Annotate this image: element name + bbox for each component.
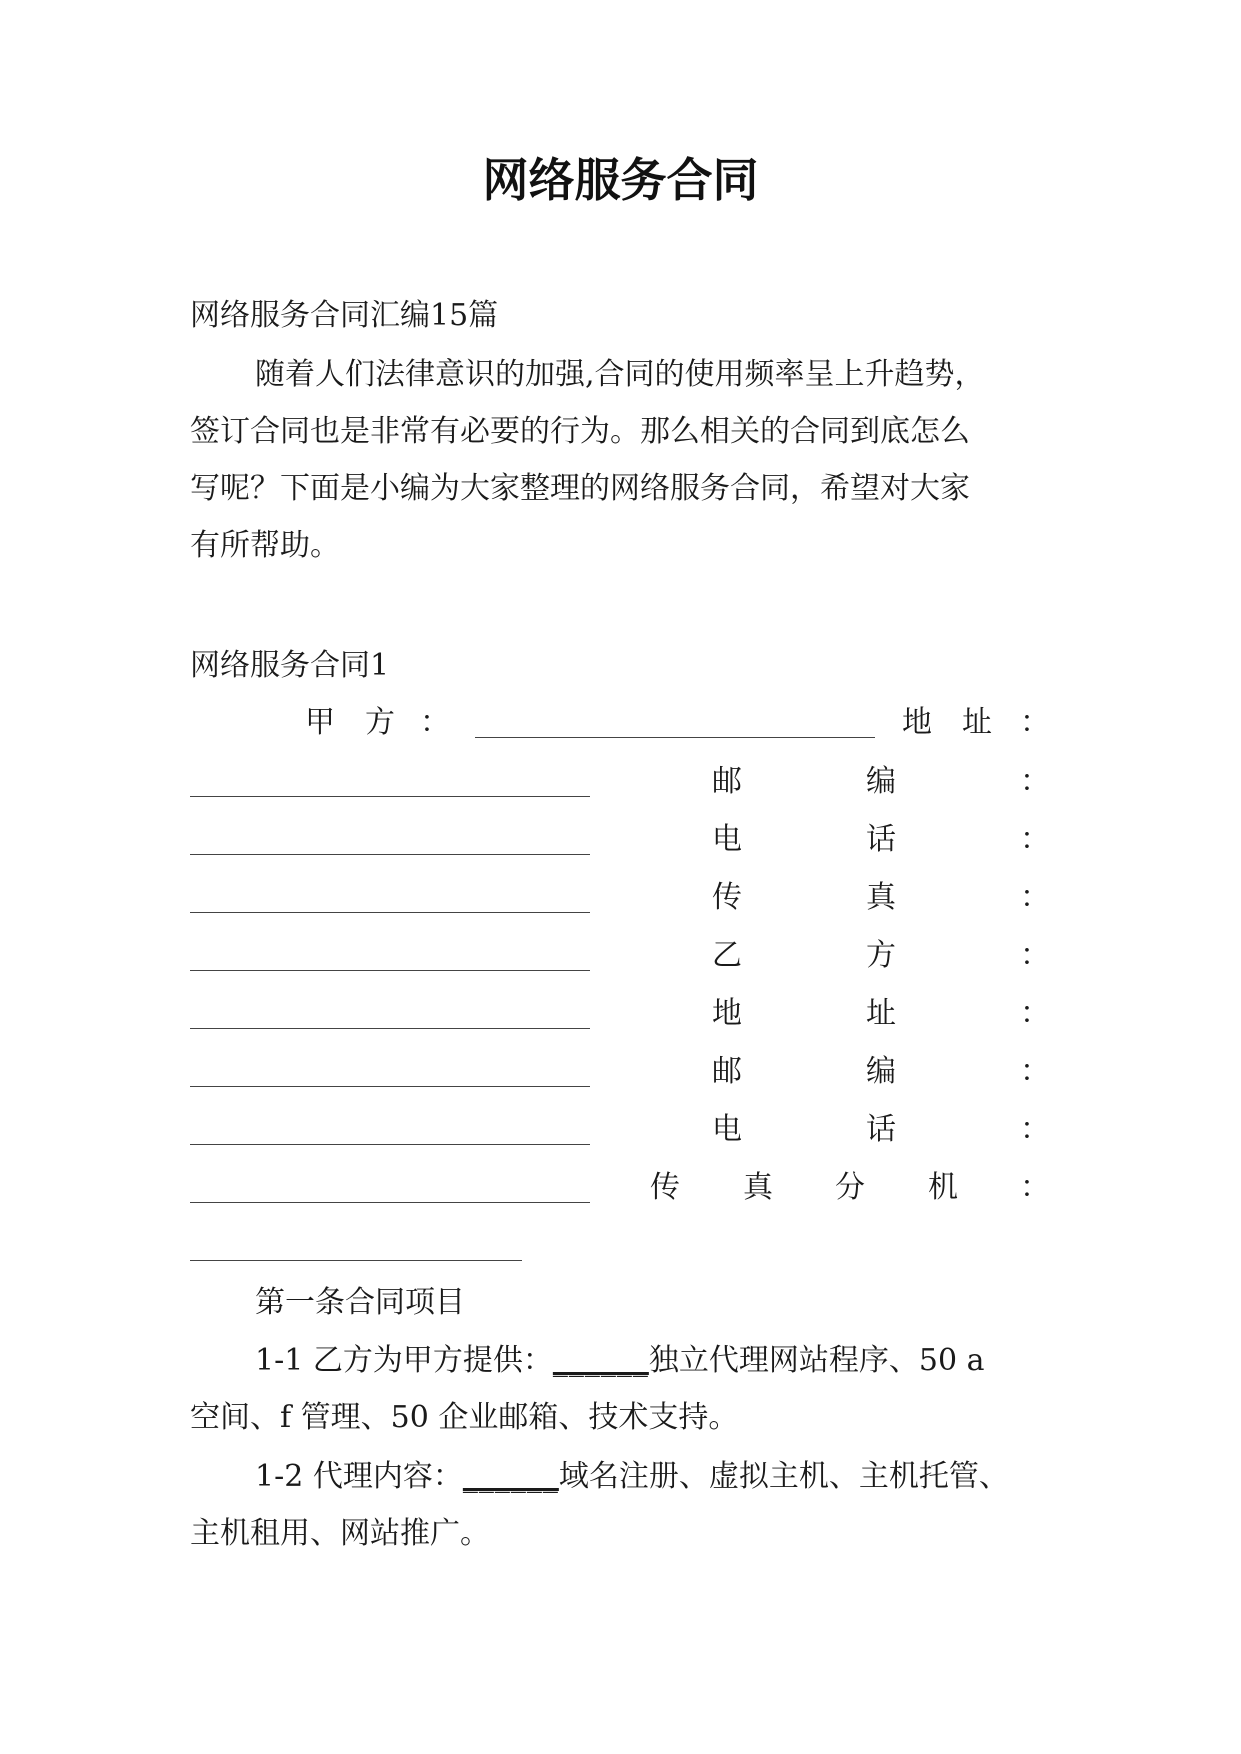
clause-1-2-line-2: 主机租用、网站推广。 [190,1516,490,1551]
field-blank[interactable] [190,820,590,855]
party-a-row [190,703,1050,743]
field-row [190,1110,1050,1150]
address-char-2: 址 [962,705,992,740]
field-blank[interactable] [190,762,590,797]
fax-char-3: 分 [835,1170,865,1205]
field-row [190,762,1050,802]
field-char-1: 邮 [712,1054,742,1089]
field-blank[interactable] [190,878,590,913]
party-a-char-1: 甲 [305,705,335,740]
address-colon: ： [1020,705,1050,740]
field-char-2: 话 [866,822,896,857]
intro-line-2: 签订合同也是非常有必要的行为。那么相关的合同到底怎么 [190,414,970,449]
fax-ext-blank[interactable] [190,1226,522,1261]
field-colon: ： [1020,996,1050,1031]
field-char-2: 址 [866,996,896,1031]
field-char-1: 传 [712,880,742,915]
intro-line-4: 有所帮助。 [190,528,340,563]
clause-1-1-suffix: 独立代理网站程序、50 a [648,1343,985,1378]
subtitle: 网络服务合同汇编15篇 [190,298,499,333]
field-blank[interactable] [190,1110,590,1145]
fax-colon: ： [1020,1170,1050,1205]
field-colon: ： [1020,1054,1050,1089]
field-colon: ： [1020,880,1050,915]
field-char-1: 电 [712,822,742,857]
clause-1-2-blank[interactable]: ______ [462,1459,559,1494]
fax-char-4: 机 [928,1170,958,1205]
section-title: 网络服务合同1 [190,648,390,683]
field-blank[interactable] [190,1052,590,1087]
clause-1-1-blank[interactable]: ______ [552,1343,649,1378]
field-char-2: 编 [866,764,896,799]
fax-char-1: 传 [650,1170,680,1205]
field-colon: ： [1020,764,1050,799]
field-char-2: 编 [866,1054,896,1089]
party-a-blank[interactable] [475,703,875,738]
field-colon: ： [1020,938,1050,973]
field-char-1: 地 [712,996,742,1031]
field-colon: ： [1020,822,1050,857]
address-char-1: 地 [902,705,932,740]
intro-line-3: 写呢？下面是小编为大家整理的网络服务合同，希望对大家 [190,471,970,506]
field-char-1: 乙 [712,938,742,973]
clause-1-2-suffix: 域名注册、虚拟主机、主机托管、 [558,1459,1009,1494]
clause-1-1-line-2: 空间、f 管理、50 企业邮箱、技术支持。 [190,1400,739,1435]
field-char-1: 电 [712,1112,742,1147]
fax-ext-row [190,1168,1050,1208]
field-char-2: 方 [866,938,896,973]
field-row [190,1052,1050,1092]
field-blank[interactable] [190,994,590,1029]
intro-line-1: 随着人们法律意识的加强,合同的使用频率呈上升趋势， [255,357,985,392]
field-row [190,878,1050,918]
article-1-title: 第一条合同项目 [255,1285,465,1320]
clause-1-2-prefix: 1-2 代理内容： [255,1459,463,1494]
party-a-colon: ： [420,705,450,740]
field-blank[interactable] [190,936,590,971]
field-row [190,936,1050,976]
field-char-2: 话 [866,1112,896,1147]
field-colon: ： [1020,1112,1050,1147]
field-char-2: 真 [866,880,896,915]
clause-1-2-line-1 [255,1457,1065,1497]
field-row [190,820,1050,860]
document-title: 网络服务合同 [482,153,759,207]
field-row [190,994,1050,1034]
party-a-char-2: 方 [365,705,395,740]
field-char-1: 邮 [712,764,742,799]
fax-char-2: 真 [743,1170,773,1205]
clause-1-1-line-1 [255,1341,1050,1381]
clause-1-1-prefix: 1-1 乙方为甲方提供： [255,1343,553,1378]
field-blank[interactable] [190,1168,590,1203]
